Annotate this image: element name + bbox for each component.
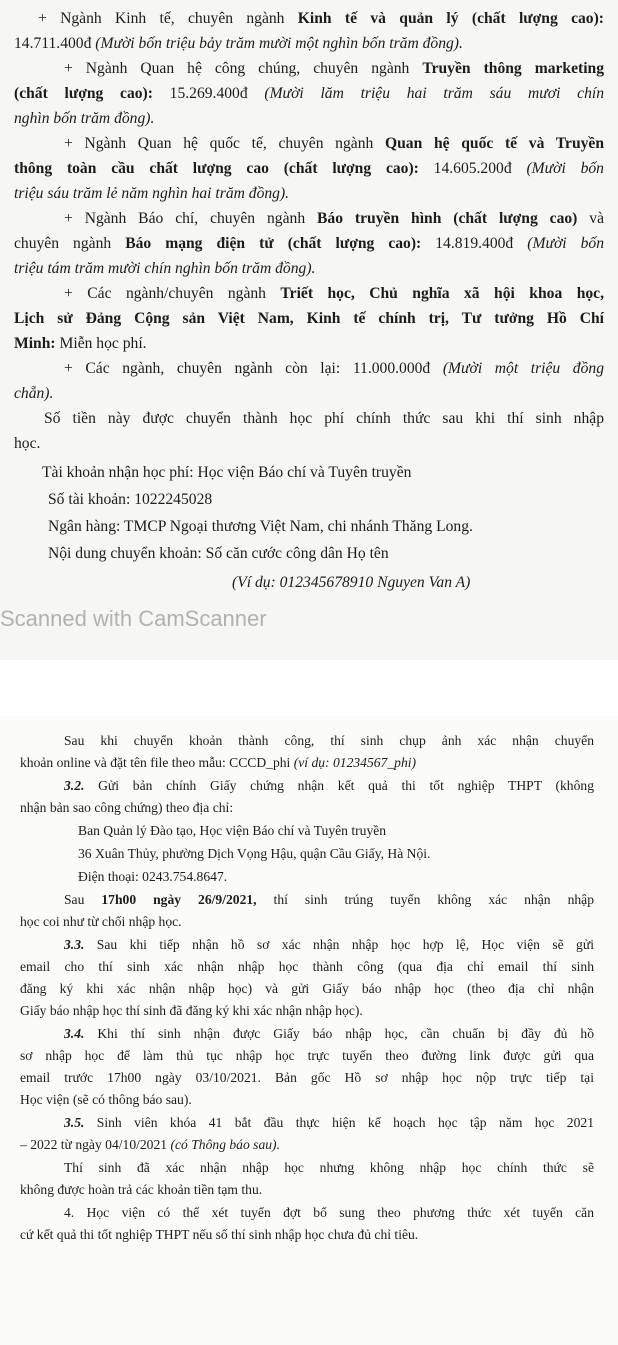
bank-name: Ngân hàng: TMCP Ngoại thương Việt Nam, chi nhánh Thăng Long. [48,518,473,535]
section-3-2: 3.2. Gửi bản chính Giấy chứng nhận kết quả thi tốt nghiệp THPT (không [64,778,594,793]
fee-journalism-amount: chuyên ngành Báo mạng điện tử (chất lượng cao): 14.819.400đ (Mười bốn [14,235,605,252]
address-phone: Điện thoại: 0243.754.8647. [78,869,228,884]
address-street: 36 Xuân Thủy, phường Dịch Vọng Hậu, quận Cầu Giấy, Hà Nội. [78,846,431,861]
section-3-4-line2: sơ nhập học để làm thủ tục nhập học trực tuyến theo đường link được gửi qua [20,1048,594,1063]
section-3-3-line2: email cho thí sinh xác nhận nhập học thành công (qua địa chỉ email thí sinh [20,959,594,974]
section-3-2-cont: nhận bản sao công chứng) theo địa chỉ: [20,800,234,815]
conversion-note: Số tiền này được chuyển thành học phí chính thức sau khi thí sinh nhập [44,410,604,427]
fee-pr: + Ngành Quan hệ công chúng, chuyên ngành Truyền thông marketing [64,60,605,77]
scanned-page-bottom [0,716,618,1345]
fee-economics: + Ngành Kinh tế, chuyên ngành Kinh tế và quản lý (chất lượng cao): [38,10,604,27]
page-gap [0,660,618,716]
section-4-cont: cứ kết quả thi tốt nghiệp THPT nếu số thí sinh nhập học chưa đủ chỉ tiêu. [20,1227,419,1242]
deadline-note: Sau 17h00 ngày 26/9/2021, thí sinh trúng tuyển không xác nhận nhập [64,892,594,907]
fee-other-words: chẵn). [14,385,54,402]
transfer-content: Nội dung chuyển khoản: Số căn cước công dân Họ tên [48,545,389,562]
scanned-page-top [0,0,618,660]
fee-pr-amount: (chất lượng cao): 15.269.400đ (Mười lăm triệu hai trăm sáu mươi chín [14,85,604,102]
para-transfer-filename: khoản online và đặt tên file theo mẫu: CCCD_phi (ví dụ: 01234567_phi) [20,755,417,770]
section-3-4-line4: Học viện (sẽ có thông báo sau). [20,1092,192,1107]
fee-ir-amount: thông toàn cầu chất lượng cao (chất lượng cao): 14.605.200đ (Mười bốn [14,160,604,177]
deadline-note-cont: học coi như từ chối nhập học. [20,914,182,929]
camscanner-watermark: Scanned with CamScanner [0,606,267,631]
conversion-note-end: học. [14,435,41,452]
address-office: Ban Quản lý Đào tạo, Học viện Báo chí và Tuyên truyền [78,823,387,838]
fee-journalism: + Ngành Báo chí, chuyên ngành Báo truyền hình (chất lượng cao) và [64,210,605,227]
fee-other: + Các ngành, chuyên ngành còn lại: 11.000.000đ (Mười một triệu đồng [64,360,604,377]
section-4: 4. Học viện có thể xét tuyển đợt bổ sung theo phương thức xét tuyển căn [64,1205,594,1220]
section-3-5: 3.5. Sinh viên khóa 41 bắt đầu thực hiện kế hoạch học tập năm học 2021 [64,1115,594,1130]
fee-journalism-words: triệu tám trăm mười chín nghìn bốn trăm đồng). [14,260,316,277]
para-transfer-confirm: Sau khi chuyển khoản thành công, thí sinh chụp ảnh xác nhận chuyển [64,733,594,748]
fee-pr-words: nghìn bốn trăm đồng). [14,110,155,127]
section-3-3-line4: Giấy báo nhập học thí sinh đã đăng ký khi xác nhận nhập học). [20,1003,363,1018]
fee-ir: + Ngành Quan hệ quốc tế, chuyên ngành Quan hệ quốc tế và Truyền [64,135,605,152]
section-3-3: 3.3. Sau khi tiếp nhận hồ sơ xác nhận nhập học hợp lệ, Học viện sẽ gửi [64,937,594,952]
section-3-4: 3.4. Khi thí sinh nhận được Giấy báo nhập học, cần chuẩn bị đầy đủ hồ [64,1026,594,1041]
fee-philosophy: + Các ngành/chuyên ngành Triết học, Chủ nghĩa xã hội khoa học, [64,285,604,302]
section-3-3-line3: đăng ký khi xác nhận nhập học) và gửi Giấy báo nhập học (theo địa chỉ nhận [20,981,594,996]
refund-note-cont: không được hoàn trả các khoản tiền tạm thu. [20,1182,263,1197]
account-name: Tài khoản nhận học phí: Học viện Báo chí và Tuyên truyền [42,464,412,481]
account-number: Số tài khoản: 1022245028 [48,491,213,508]
section-3-4-line3: email trước 17h00 ngày 03/10/2021. Bản gốc Hồ sơ nhập học nộp trực tiếp tại [20,1070,594,1085]
fee-economics-amount: 14.711.400đ (Mười bốn triệu bảy trăm mười một nghìn bốn trăm đồng). [14,35,463,52]
fee-philosophy-free: Minh: Miễn học phí. [14,335,147,352]
transfer-example: (Ví dụ: 012345678910 Nguyen Van A) [232,574,471,591]
fee-ir-words: triệu sáu trăm lẻ năm nghìn hai trăm đồng). [14,185,290,202]
section-3-5-line2: – 2022 từ ngày 04/10/2021 (có Thông báo sau). [20,1137,280,1152]
refund-note: Thí sinh đã xác nhận nhập học nhưng không nhập học chính thức sẽ [64,1160,594,1175]
fee-philosophy-list: Lịch sử Đảng Cộng sản Việt Nam, Kinh tế chính trị, Tư tưởng Hồ Chí [14,310,604,327]
